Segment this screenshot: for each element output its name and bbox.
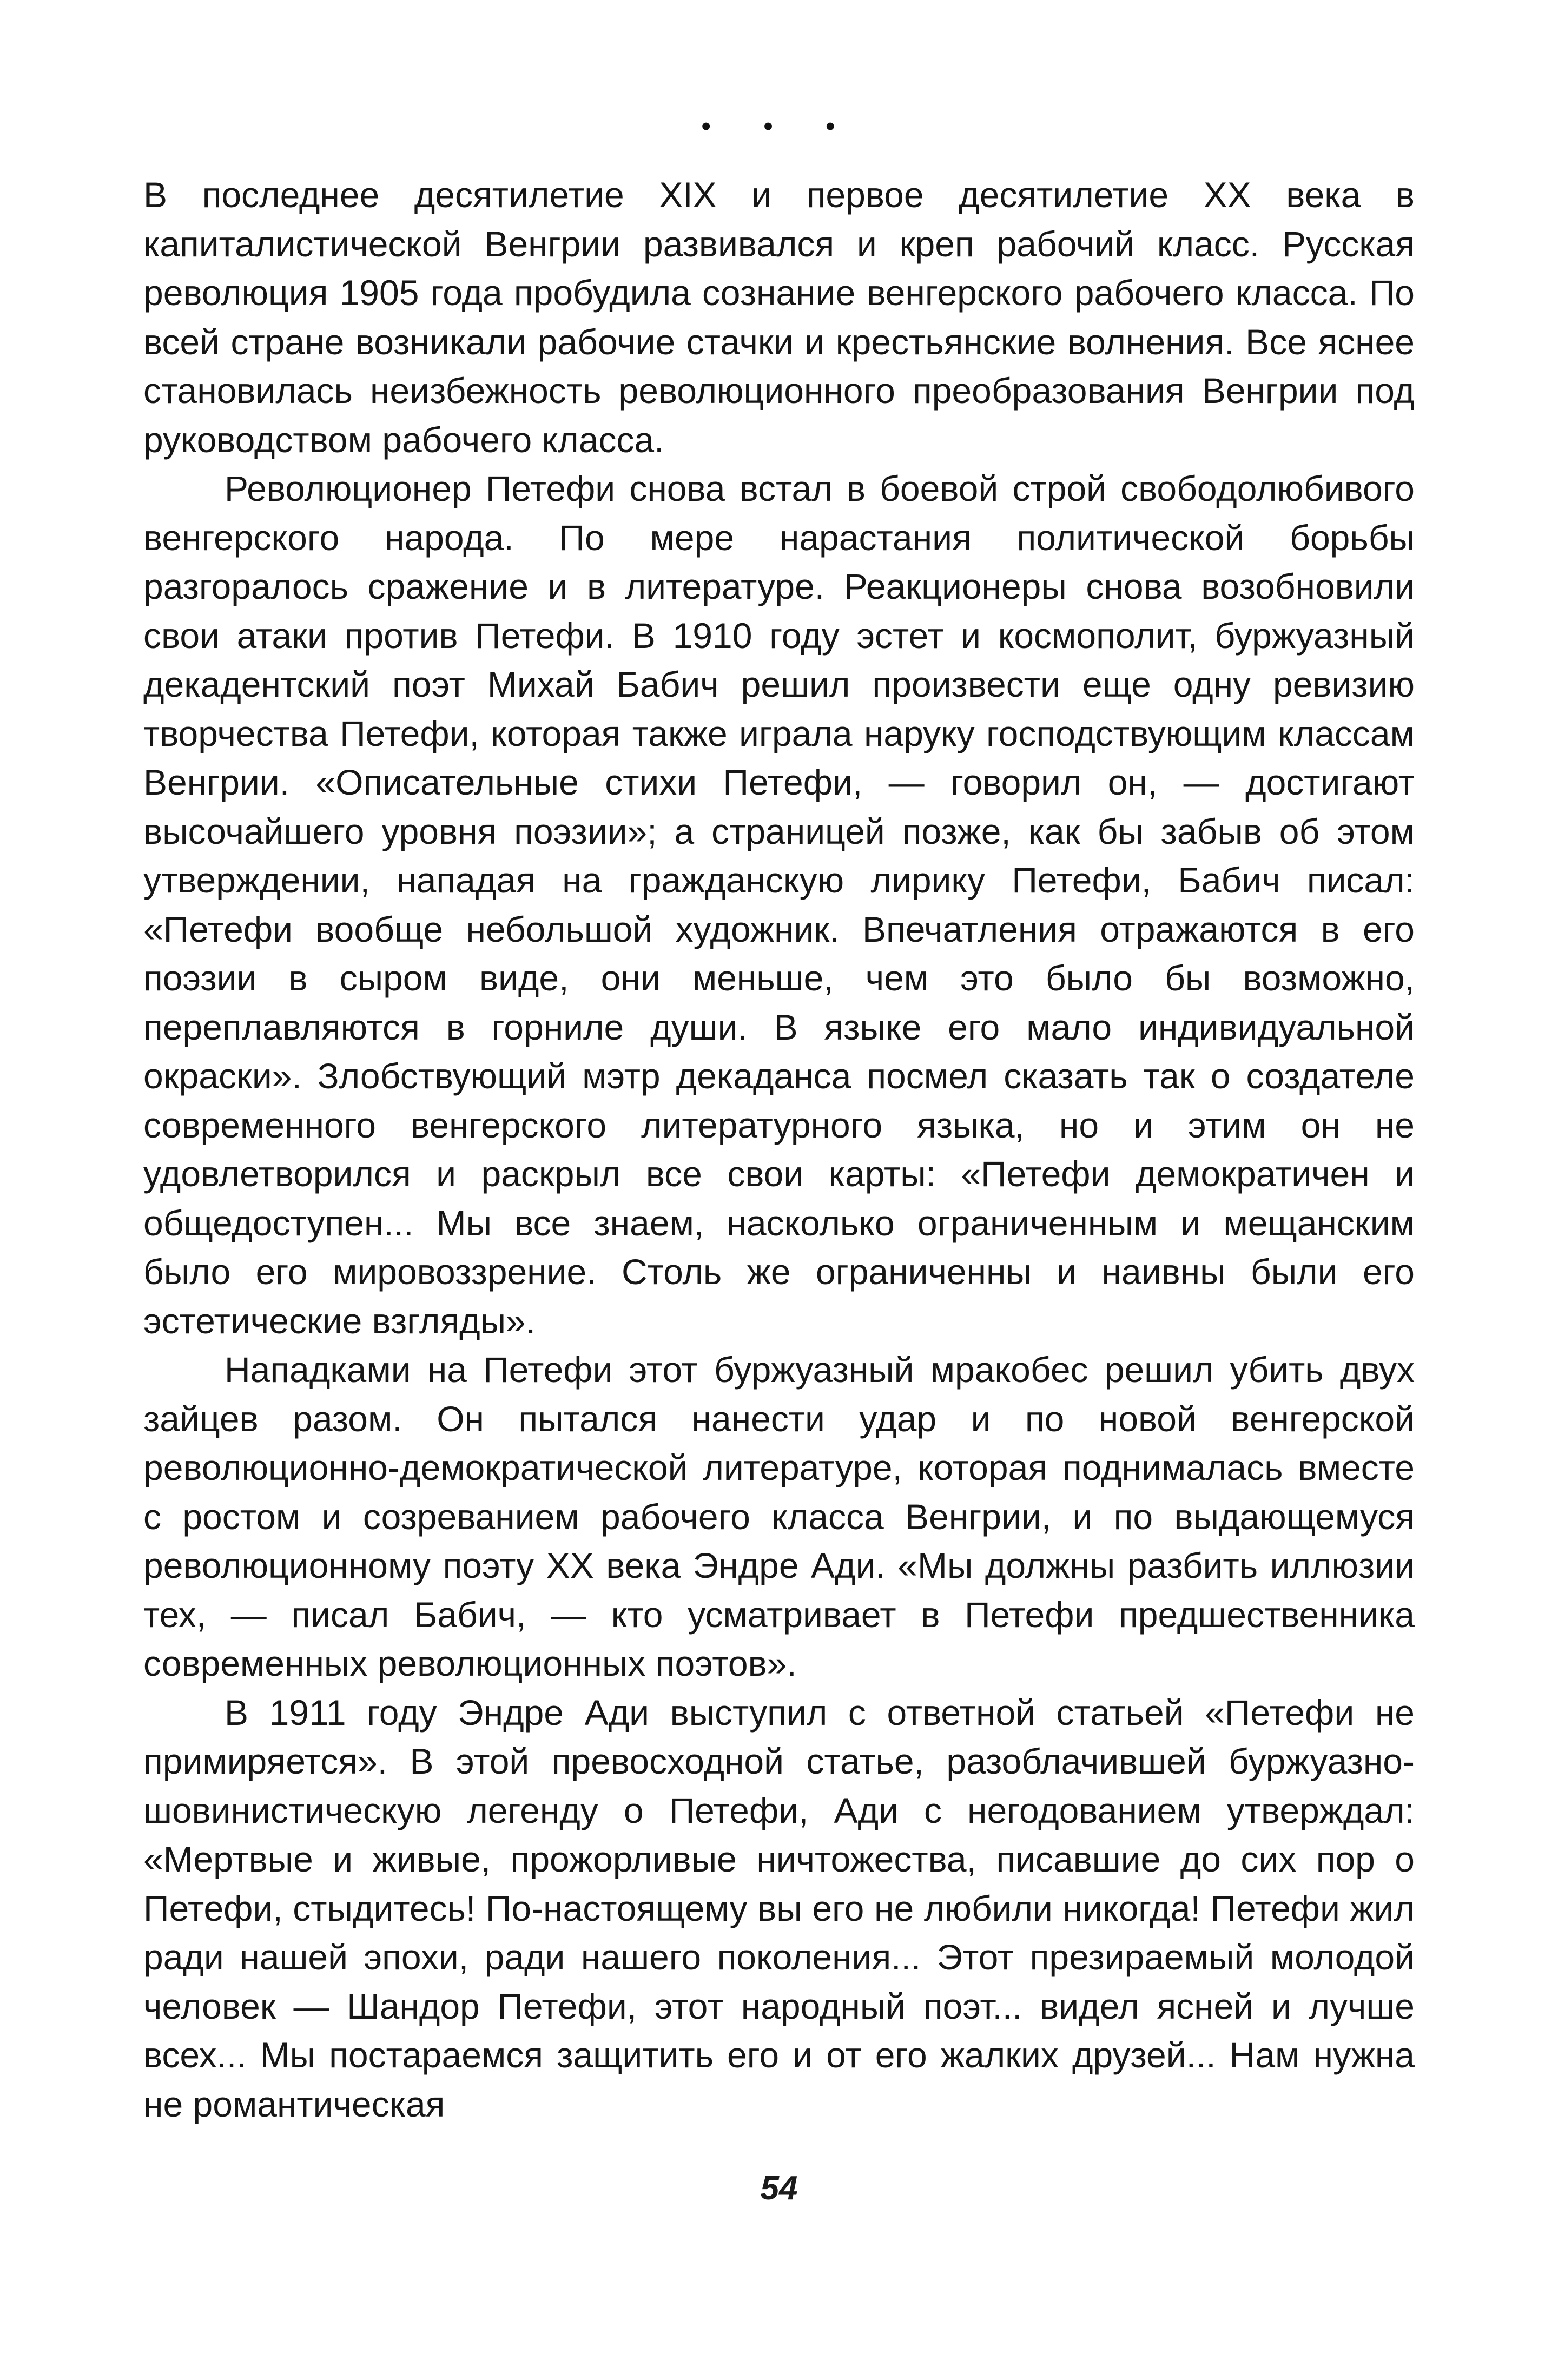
paragraph: В последнее десятилетие XIX и первое десятилетие XX века в капиталистической Венгрии развивался и креп рабочий класс. Русская революция 1905 года пробудила сознание венгерского рабочего класса. По всей стране возникали рабочие стачки и крестьянские волнения. Все яснее становилась неизбежность революционного преобразования Венгрии под руководством рабочего класса. <box>143 175 1415 460</box>
page-number: 54 <box>760 2170 798 2207</box>
section-break-ornament: • • • <box>701 109 857 144</box>
paragraph: Нападками на Петефи этот буржуазный мракобес решил убить двух зайцев разом. Он пытался нанести удар и по новой венгерской революционно-демократической литературе, которая поднималась вместе с ростом и созреванием рабочего класса Венгрии, и по выдающемуся революционному поэту XX века Эндре Ади. «Мы должны разбить иллюзии тех, — писал Бабич, — кто усматривает в Петефи предшественника современных революционных поэтов». <box>143 1350 1415 1683</box>
paragraph: Революционер Петефи снова встал в боевой строй свободолюбивого венгерского народа. По мере нарастания политической борьбы разгоралось сражение и в литературе. Реакционеры снова возобновили свои атаки против Петефи. В 1910 году эстет и космополит, буржуазный декадентский поэт Михай Бабич решил произвести еще одну ревизию творчества Петефи, которая также играла наруку господствующим классам Венгрии. «Описательные стихи Петефи, — говорил он, — достигают высочайшего уровня поэзии»; а страницей позже, как бы забыв об этом утверждении, нападая на гражданскую лирику Петефи, Бабич писал: «Петефи вообще небольшой художник. Впечатления отражаются в его поэзии в сыром виде, они меньше, чем это было бы возможно, переплавляются в горниле души. В языке его мало индивидуальной окраски». Злобствующий мэтр декаданса посмел сказать так о создателе современного венгерского литературного языка, но и этим он не удовлетворился и раскрыл все свои карты: «Петефи демократичен и общедоступен... Мы все знаем, насколько ограниченным и мещанским было его мировоззрение. Столь же ограниченны и наивны были его эстетические взгляды». <box>143 468 1415 1341</box>
page-body <box>143 170 1415 2128</box>
paragraph: В 1911 году Эндре Ади выступил с ответной статьей «Петефи не примиряется». В этой превосходной статье, разоблачившей буржуазно-шовинистическую легенду о Петефи, Ади с негодованием утверждал: «Мертвые и живые, прожорливые ничтожества, писавшие до сих пор о Петефи, стыдитесь! По-настоящему вы его не любили никогда! Петефи жил ради нашей эпохи, ради нашего поколения... Этот презираемый молодой человек — Шандор Петефи, этот народный поэт... видел ясней и лучше всех... Мы постараемся защитить его и от его жалких друзей... Нам нужна не романтическая <box>143 1692 1415 2124</box>
